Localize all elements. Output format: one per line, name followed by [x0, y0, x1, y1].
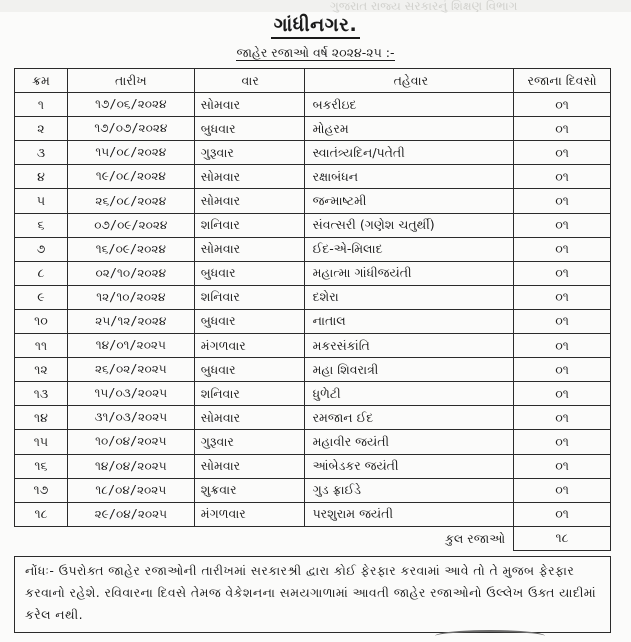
table-row	[15, 382, 611, 406]
cell-day: શનિવાર	[194, 213, 304, 237]
faint-top-text: ગુજરાત રાજ્ય સરકારનું શિક્ષણ વિભાગ	[330, 0, 518, 13]
cell-serial: ૨	[15, 117, 68, 141]
cell-serial: ૧૧	[15, 334, 68, 358]
cell-festival: મકરસંકાંતિ	[304, 334, 514, 358]
cell-days: ૦૧	[514, 213, 611, 237]
cell-day: મંગળવાર	[194, 334, 304, 358]
cell-day: સોમવાર	[194, 454, 304, 478]
cell-days: ૦૧	[514, 93, 611, 117]
cell-date: ૧૭/૦૭/૨૦૨૪	[67, 117, 194, 141]
cell-date: ૨૬/૦૮/૨૦૨૪	[67, 189, 194, 213]
cell-festival: મોહરમ	[304, 117, 514, 141]
cell-days: ૦૧	[514, 406, 611, 430]
cell-serial: ૧૨	[15, 358, 68, 382]
cell-days: ૦૧	[514, 478, 611, 502]
cell-festival: આંબેડકર જયંતી	[304, 454, 514, 478]
table-row	[15, 261, 611, 285]
cell-festival: સ્વાતંત્ર્યદિન/પતેતી	[304, 141, 514, 165]
cell-days: ૦૧	[514, 237, 611, 261]
cell-days: ૦૧	[514, 358, 611, 382]
cell-day: શુક્રવાર	[194, 478, 304, 502]
column-header-date: તારીખ	[67, 69, 194, 93]
table-row	[15, 406, 611, 430]
cell-days: ૦૧	[514, 502, 611, 526]
cell-date: ૧૫/૦૩/૨૦૨૫	[67, 382, 194, 406]
table-row	[15, 93, 611, 117]
cell-days: ૦૧	[514, 334, 611, 358]
cell-days: ૦૧	[514, 261, 611, 285]
cell-serial: ૮	[15, 261, 68, 285]
cell-day: બુધવાર	[194, 261, 304, 285]
cell-days: ૦૧	[514, 165, 611, 189]
cell-date: ૦૭/૦૯/૨૦૨૪	[67, 213, 194, 237]
cell-date: ૨૬/૦૨/૨૦૨૫	[67, 358, 194, 382]
cell-date: ૧૪/૦૪/૨૦૨૫	[67, 454, 194, 478]
cell-serial: ૧૫	[15, 430, 68, 454]
footnote: નોંધઃ- ઉપરોક્ત જાહેર રજાઓની તારીખમાં સરકારશ્રી દ્વારા કોઈ ફેરફાર કરવામાં આવે તો તે મુજબ ફેરફાર કરવાનો રહેશે. રવિવારના દિવસે તેમજ વેકેશનના સમયગાળામાં આવતી જાહેર રજાઓનો ઉલ્લેખ ઉક્ત યાદીમાં કરેલ નથી.	[14, 556, 611, 633]
cell-serial: ૧૬	[15, 454, 68, 478]
table-row	[15, 285, 611, 309]
signature-stroke	[435, 630, 545, 642]
cell-days: ૦૧	[514, 285, 611, 309]
cell-day: બુધવાર	[194, 309, 304, 333]
table-row	[15, 358, 611, 382]
cell-day: બુધવાર	[194, 117, 304, 141]
total-value: ૧૮	[514, 526, 611, 550]
cell-day: સોમવાર	[194, 406, 304, 430]
cell-festival: રક્ષાબંધન	[304, 165, 514, 189]
table-header-row	[15, 69, 611, 93]
table-row	[15, 502, 611, 526]
cell-serial: ૧	[15, 93, 68, 117]
cell-day: સોમવાર	[194, 93, 304, 117]
cell-serial: ૬	[15, 213, 68, 237]
cell-days: ૦૧	[514, 141, 611, 165]
cell-day: સોમવાર	[194, 165, 304, 189]
top-scan-edge	[0, 0, 631, 12]
cell-serial: ૪	[15, 165, 68, 189]
table-row	[15, 189, 611, 213]
total-label: કુલ રજાઓ	[15, 526, 514, 550]
cell-days: ૦૧	[514, 309, 611, 333]
cell-date: ૩૧/૦૩/૨૦૨૫	[67, 406, 194, 430]
cell-day: શનિવાર	[194, 285, 304, 309]
table-row	[15, 117, 611, 141]
holiday-table	[14, 68, 611, 551]
cell-days: ૦૧	[514, 454, 611, 478]
table-row	[15, 334, 611, 358]
cell-festival: પરશુરામ જયંતી	[304, 502, 514, 526]
cell-serial: ૧૩	[15, 382, 68, 406]
table-row	[15, 237, 611, 261]
cell-date: ૧૯/૦૮/૨૦૨૪	[67, 165, 194, 189]
cell-day: મંગળવાર	[194, 502, 304, 526]
table-row	[15, 430, 611, 454]
cell-day: ગુરૂવાર	[194, 141, 304, 165]
cell-date: ૨૯/૦૪/૨૦૨૫	[67, 502, 194, 526]
cell-date: ૧૫/૦૮/૨૦૨૪	[67, 141, 194, 165]
cell-day: બુધવાર	[194, 358, 304, 382]
cell-festival: નાતાલ	[304, 309, 514, 333]
cell-serial: ૧૦	[15, 309, 68, 333]
cell-serial: ૭	[15, 237, 68, 261]
total-row	[15, 526, 611, 550]
cell-date: ૧૨/૧૦/૨૦૨૪	[67, 285, 194, 309]
page-title	[0, 14, 631, 36]
cell-days: ૦૧	[514, 189, 611, 213]
cell-festival: મહાવીર જયંતી	[304, 430, 514, 454]
cell-date: ૧૦/૦૪/૨૦૨૫	[67, 430, 194, 454]
cell-date: ૨૫/૧૨/૨૦૨૪	[67, 309, 194, 333]
cell-days: ૦૧	[514, 430, 611, 454]
cell-date: ૧૪/૦૧/૨૦૨૫	[67, 334, 194, 358]
cell-festival: રમજાન ઈદ	[304, 406, 514, 430]
column-header-festival: તહેવાર	[304, 69, 514, 93]
cell-festival: સંવત્સરી (ગણેશ ચતુર્થી)	[304, 213, 514, 237]
table-row	[15, 141, 611, 165]
table-row	[15, 454, 611, 478]
cell-day: સોમવાર	[194, 189, 304, 213]
cell-serial: ૯	[15, 285, 68, 309]
table-row	[15, 478, 611, 502]
cell-serial: ૩	[15, 141, 68, 165]
cell-day: સોમવાર	[194, 237, 304, 261]
table-row	[15, 309, 611, 333]
cell-festival: મહા શિવરાત્રી	[304, 358, 514, 382]
cell-date: ૧૭/૦૬/૨૦૨૪	[67, 93, 194, 117]
page-subtitle	[0, 45, 631, 61]
cell-serial: ૧૮	[15, 502, 68, 526]
cell-festival: ઈદ-એ-મિલાદ	[304, 237, 514, 261]
cell-serial: ૧૭	[15, 478, 68, 502]
page-title-text: ગાંધીનગર.	[271, 14, 360, 39]
cell-festival: મહાત્મા ગાંધીજયંતી	[304, 261, 514, 285]
holiday-rows	[15, 93, 611, 527]
column-header-serial: ક્રમ	[15, 69, 68, 93]
column-header-days: રજાના દિવસો	[514, 69, 611, 93]
page-subtitle-text: જાહેર રજાઓ વર્ષ ૨૦૨૪-૨૫ :-	[236, 45, 395, 60]
cell-festival: બકરીઇદ	[304, 93, 514, 117]
cell-days: ૦૧	[514, 117, 611, 141]
table-row	[15, 213, 611, 237]
cell-day: શનિવાર	[194, 382, 304, 406]
cell-serial: ૧૪	[15, 406, 68, 430]
cell-day: ગુરૂવાર	[194, 430, 304, 454]
cell-date: ૧૮/૦૪/૨૦૨૫	[67, 478, 194, 502]
cell-festival: ધુળેટી	[304, 382, 514, 406]
cell-days: ૦૧	[514, 382, 611, 406]
cell-serial: ૫	[15, 189, 68, 213]
cell-festival: દશેરા	[304, 285, 514, 309]
cell-date: ૧૬/૦૯/૨૦૨૪	[67, 237, 194, 261]
table-row	[15, 165, 611, 189]
cell-festival: જન્માષ્ટમી	[304, 189, 514, 213]
cell-date: ૦૨/૧૦/૨૦૨૪	[67, 261, 194, 285]
cell-festival: ગુડ ફ્રાઈડે	[304, 478, 514, 502]
column-header-day: વાર	[194, 69, 304, 93]
